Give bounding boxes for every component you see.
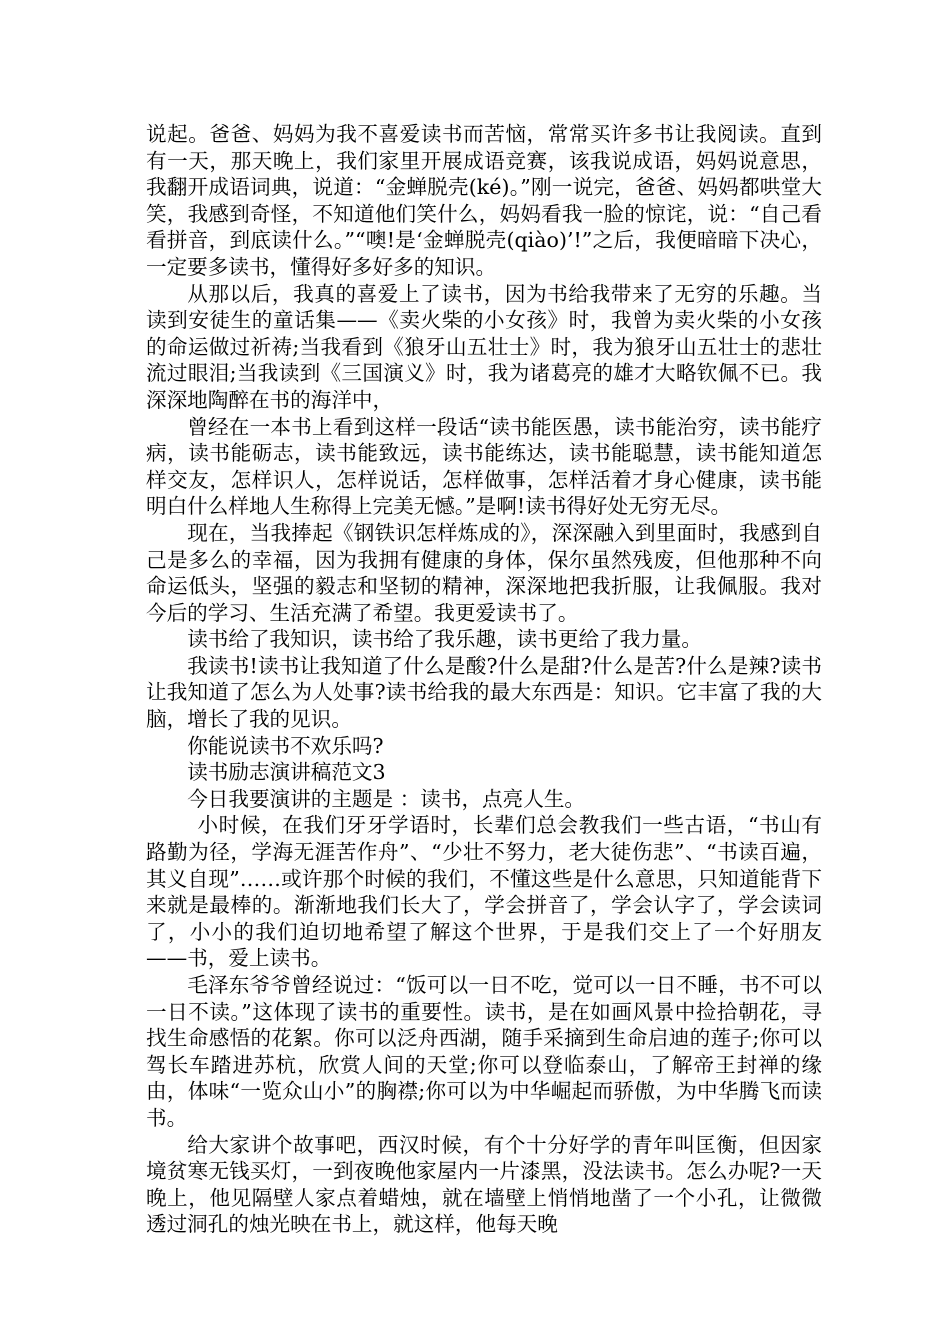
paragraph-3: 曾经在一本书上看到这样一段话“读书能医愚，读书能治穷，读书能疗病，读书能砺志，读书能致远，读书能练达，读书能聪慧，读书能知道怎样交友，怎样识人，怎样说话，怎样做事，怎样活着才身心健康，读书能明白什么样地人生称得上完美无憾。”是啊!读书得好处无穷无尽。 — [146, 414, 822, 519]
paragraph-10: 毛泽东爷爷曾经说过：“饭可以一日不吃，觉可以一日不睡，书不可以一日不读。”这体现了读书的重要性。读书，是在如画风景中捡拾朝花，寻找生命感悟的花絮。你可以泛舟西湖，随手采摘到生命启迪的莲子;你可以驾长车踏进苏杭，欣赏人间的天堂;你可以登临泰山，了解帝王封禅的缘由，体味“一览众山小”的胸襟;你可以为中华崛起而骄傲，为中华腾飞而读书。 — [146, 973, 822, 1130]
paragraph-8: 今日我要演讲的主题是 ：读书，点亮人生。 — [187, 786, 586, 811]
paragraph-4: 现在，当我捧起《钢铁识怎样炼成的》，深深融入到里面时，我感到自己是多么的幸福，因为我拥有健康的身体，保尔虽然残废，但他那种不向命运低头，坚强的毅志和坚韧的精神，深深地把我折服，让我佩服。我对今后的学习、生活充满了希望。我更爱读书了。 — [146, 520, 822, 625]
paragraph-7: 你能说读书不欢乐吗? — [187, 733, 384, 758]
paragraph-1: 说起。爸爸、妈妈为我不喜爱读书而苦恼，常常买许多书让我阅读。直到有一天，那天晚上，我们家里开展成语竞赛，该我说成语，妈妈说意思，我翻开成语词典，说道：“金蝉脱壳(ké)。”刚一说完，爸爸、妈妈都哄堂大笑，我感到奇怪，不知道他们笑什么，妈妈看我一脸的惊诧，说：“自己看看拼音，到底读什么。”“噢!是‘金蝉脱壳(qiào)’!”之后，我便暗暗下决心，一定要多读书，懂得好多好多的知识。 — [146, 122, 822, 279]
paragraph-6: 我读书!读书让我知道了什么是酸?什么是甜?什么是苦?什么是辣?读书让我知道了怎么为人处事?读书给我的最大东西是：知识。它丰富了我的大脑，增长了我的见识。 — [146, 653, 822, 732]
paragraph-9: 小时候，在我们牙牙学语时，长辈们总会教我们一些古语，“书山有路勤为径，学海无涯苦作舟”、“少壮不努力，老大徒伤悲”、“书读百遍，其义自现”……或许那个时候的我们，不懂这些是什么意思，只知道能背下来就是最棒的。渐渐地我们长大了，学会拼音了，学会认字了，学会读词了，小小的我们迫切地希望了解这个世界，于是我们交上了一个好朋友——书，爱上读书。 — [146, 813, 822, 971]
paragraph-11: 给大家讲个故事吧，西汉时候，有个十分好学的青年叫匡衡，但因家境贫寒无钱买灯，一到夜晚他家屋内一片漆黑，没法读书。怎么办呢?一天晚上，他见隔壁人家点着蜡烛，就在墙壁上悄悄地凿了一个小孔，让微微透过洞孔的烛光映在书上，就这样，他每天晚 — [146, 1132, 822, 1237]
paragraph-5: 读书给了我知识，读书给了我乐趣，读书更给了我力量。 — [187, 627, 703, 652]
paragraph-2: 从那以后，我真的喜爱上了读书，因为书给我带来了无穷的乐趣。当读到安徒生的童话集——《卖火柴的小女孩》时，我曾为卖火柴的小女孩的命运做过祈祷;当我看到《狼牙山五壮士》时，我为狼牙山五壮士的悲壮流过眼泪;当我读到《三国演义》时，我为诸葛亮的雄才大略钦佩不已。我深深地陶醉在书的海洋中， — [146, 281, 822, 412]
section-heading: 读书励志演讲稿范文3 — [187, 760, 386, 785]
document-body — [146, 121, 822, 1238]
